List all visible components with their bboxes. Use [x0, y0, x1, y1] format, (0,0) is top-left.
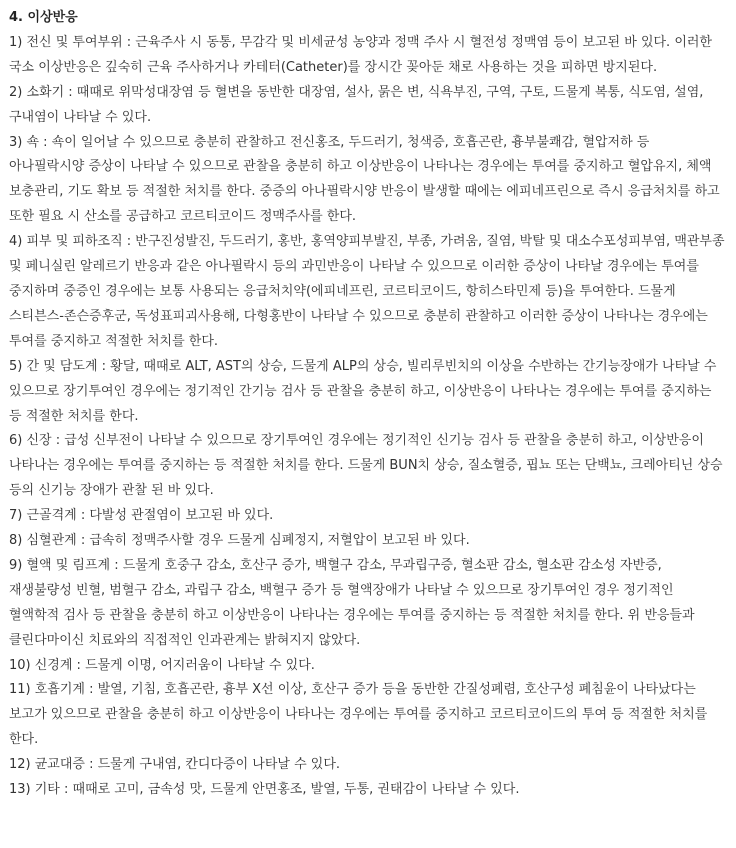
- adverse-reaction-liver: 5) 간 및 담도계 : 황달, 때때로 ALT, AST의 상승, 드물게 ALP의 상승, 빌리루빈치의 이상을 수반하는 간기능장애가 나타날 수 있으므로 장기투여인 경우에는 정기적인 간기능 검사 등 관찰을 충분히 하고, 이상반응이 나타나는 경우에는 투여를 중지하는 등 적절한 처치를 한다.: [9, 358, 717, 424]
- adverse-reaction-kidney: 6) 신장 : 급성 신부전이 나타날 수 있으므로 장기투여인 경우에는 정기적인 신기능 검사 등 관찰을 충분히 하고, 이상반응이 나타나는 경우에는 투여를 중지하는 등 적절한 처치를 한다. 드물게 BUN치 상승, 질소혈증, 핍뇨 또는 단백뇨, 크레아티닌 상승 등의 신기능 장애가 관찰 된 바 있다.: [9, 433, 723, 499]
- section-title: 4. 이상반응: [9, 10, 78, 25]
- adverse-reaction-skin: 4) 피부 및 피하조직 : 반구진성발진, 두드러기, 홍반, 홍역양피부발진, 부종, 가려움, 질염, 박탈 및 대소수포성피부염, 맥관부종 및 페니실린 알레르기 반응과 같은 아나필락시 등의 과민반응이 나타날 수 있으므로 이러한 증상이 나타날 경우에는 투여를 중지하며 중증인 경우에는 보통 사용되는 응급처치약(에피네프린, 코르티코이드, 항히스타민제 등)을 투여한다. 드물게 스티븐스-존슨증후군, 독성표피괴사용해, 다형홍반이 나타날 수 있으므로 충분히 관찰하고 이러한 증상이 나타나는 경우에는 투여를 중지하고 적절한 처치를 한다.: [9, 234, 725, 349]
- adverse-reaction-respiratory: 11) 호흡기계 : 발열, 기침, 호흡곤란, 흉부 X선 이상, 호산구 증가 등을 동반한 간질성폐렴, 호산구성 폐침윤이 나타났다는 보고가 있으므로 관찰을 충분히 하고 이상반응이 나타나는 경우에는 투여를 중지하고 코르티코이드의 투여 등 적절한 처치를 한다.: [9, 682, 708, 748]
- adverse-reaction-digestive: 2) 소화기 : 때때로 위막성대장염 등 혈변을 동반한 대장염, 설사, 묽은 변, 식욕부진, 구역, 구토, 드물게 복통, 식도염, 설염, 구내염이 나타날 수 있다.: [9, 84, 704, 125]
- adverse-reaction-cardiovascular: 8) 심혈관계 : 급속히 정맥주사할 경우 드물게 심폐정지, 저혈압이 보고된 바 있다.: [9, 533, 470, 549]
- adverse-reaction-nervous: 10) 신경계 : 드물게 이명, 어지러움이 나타날 수 있다.: [9, 657, 315, 673]
- adverse-reaction-musculoskeletal: 7) 근골격계 : 다발성 관절염이 보고된 바 있다.: [9, 508, 274, 524]
- adverse-reaction-systemic: 1) 전신 및 투여부위 : 근육주사 시 동통, 무감각 및 비세균성 농양과 정맥 주사 시 혈전성 정맥염 등이 보고된 바 있다. 이러한 국소 이상반응은 깊숙히 근육 주사하거나 카테터(Catheter)를 장시간 꽂아둔 채로 사용하는 것을 피하면 방지된다.: [9, 34, 712, 75]
- adverse-reaction-blood: 9) 혈액 및 림프계 : 드물게 호중구 감소, 호산구 증가, 백혈구 감소, 무과립구증, 혈소판 감소, 혈소판 감소성 자반증, 재생불량성 빈혈, 범혈구 감소, 과립구 감소, 백혈구 증가 등 혈액장애가 나타날 수 있으므로 장기투여인 경우 정기적인 혈액학적 검사 등 관찰을 충분히 하고 이상반응이 나타나는 경우에는 투여를 중지하는 등 적절한 처치를 한다. 위 반응들과 클린다마이신 치료와의 직접적인 인과관계는 밝혀지지 않았다.: [9, 557, 695, 648]
- adverse-reaction-superinfection: 12) 균교대증 : 드물게 구내염, 칸디다증이 나타날 수 있다.: [9, 757, 341, 773]
- adverse-reaction-shock: 3) 쇽 : 쇽이 일어날 수 있으므로 충분히 관찰하고 전신홍조, 두드러기, 청색증, 호흡곤란, 흉부불쾌감, 혈압저하 등 아나필락시양 증상이 나타날 수 있으므로 관찰을 충분히 하고 이상반응이 나타나는 경우에는 투여를 중지하고 혈압유지, 체액 보충관리, 기도 확보 등 적절한 처치를 한다. 중증의 아나필락시양 반응이 발생할 때에는 에피네프린으로 즉시 응급처치를 하고 또한 필요 시 산소를 공급하고 코르티코이드 정맥주사를 한다.: [9, 134, 720, 225]
- adverse-reaction-other: 13) 기타 : 때때로 고미, 금속성 맛, 드물게 안면홍조, 발열, 두통, 권태감이 나타날 수 있다.: [9, 782, 520, 798]
- adverse-reaction-list: [9, 31, 726, 803]
